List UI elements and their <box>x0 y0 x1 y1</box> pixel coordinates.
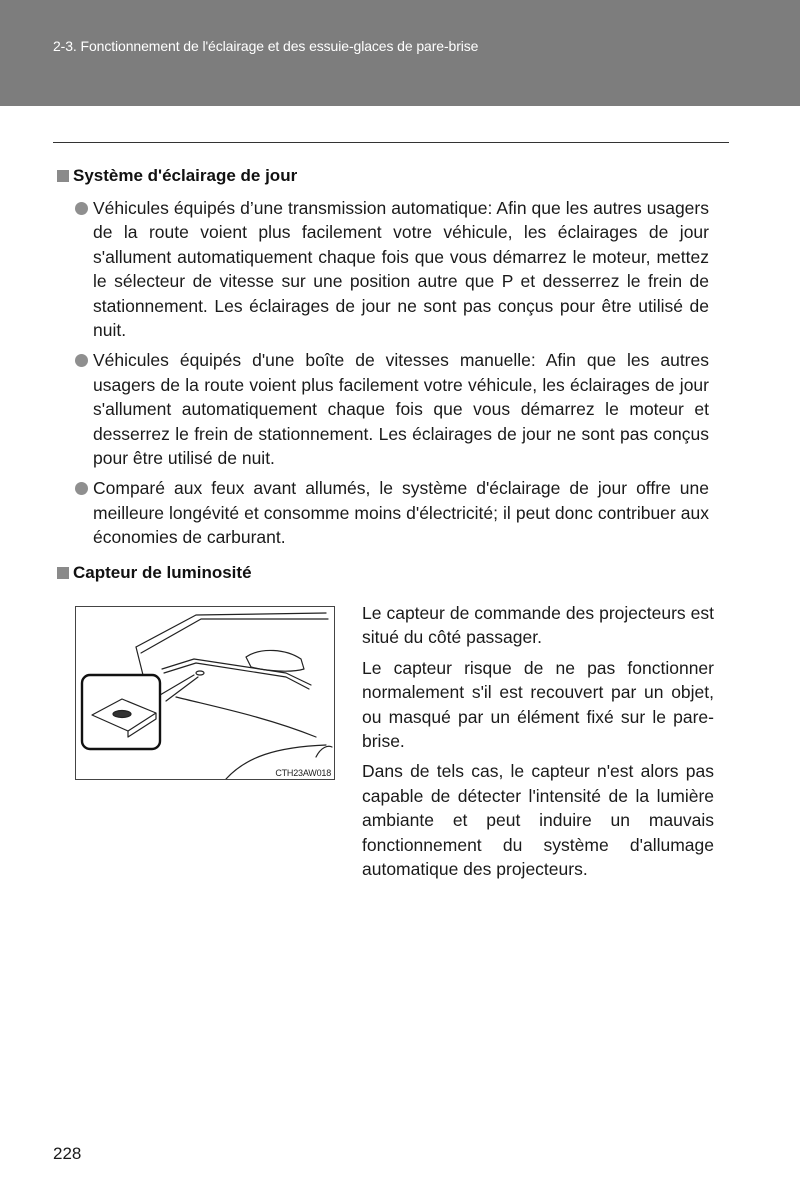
header-band <box>0 0 800 106</box>
bullet-text: Véhicules équipés d'une boîte de vitesses manuelle: Afin que les autres usagers de la route voient plus facilement votre véhicule, les éclairages de jour s'allument automatiquement chaque fois que vous démarrez le moteur et desserrez le frein de stationnement. Les éclairages de jour ne sont pas conçus pour être utilisé de nuit. <box>93 350 709 469</box>
paragraph: Le capteur de commande des projecteurs est situé du côté passager. <box>362 603 714 648</box>
list-item <box>73 476 709 549</box>
square-marker-icon <box>57 567 69 579</box>
divider-rule <box>53 142 729 143</box>
bullet-text: Comparé aux feux avant allumés, le système d'éclairage de jour offre une meilleure longévité et consomme moins d'électricité; il peut donc contribuer aux économies de carburant. <box>93 478 709 548</box>
chapter-title: 2-3. Fonctionnement de l'éclairage et des essuie-glaces de pare-brise <box>53 38 479 54</box>
paragraph: Dans de tels cas, le capteur n'est alors pas capable de détecter l'intensité de la lumière ambiante et peut induire un mauvais fonctionnement du système d'allumage automatique des projecteurs. <box>362 761 714 880</box>
section-heading-text: Système d'éclairage de jour <box>73 166 298 185</box>
bullet-text: Véhicules équipés d’une transmission automatique: Afin que les autres usagers de la route voient plus facilement votre véhicule, les éclairages de jour s'allument automatiquement chaque fois que vous démarrez le moteur, mettez le sélecteur de vitesse sur une position autre que P et desserrez le frein de stationnement. Les éclairages de jour ne sont pas conçus pour être utilisé de nuit. <box>93 198 709 341</box>
bullet-list <box>73 196 709 556</box>
paragraph: Le capteur risque de ne pas fonctionner normalement s'il est recouvert par un objet, ou masqué par un élément fixé sur le pare-brise. <box>362 657 714 752</box>
list-item <box>73 348 709 470</box>
square-marker-icon <box>57 170 69 182</box>
list-item <box>73 196 709 342</box>
bullet-dot-icon <box>75 482 88 495</box>
figure-caption: CTH23AW018 <box>275 768 331 778</box>
section-heading-light-sensor <box>57 563 252 583</box>
section-heading-text: Capteur de luminosité <box>73 563 252 582</box>
bullet-dot-icon <box>75 202 88 215</box>
page-number: 228 <box>53 1144 82 1163</box>
sensor-illustration <box>75 606 335 780</box>
sensor-description <box>362 601 714 887</box>
windshield-sensor-drawing <box>76 607 334 779</box>
bullet-dot-icon <box>75 354 88 367</box>
section-heading-daytime-lights <box>57 166 297 186</box>
